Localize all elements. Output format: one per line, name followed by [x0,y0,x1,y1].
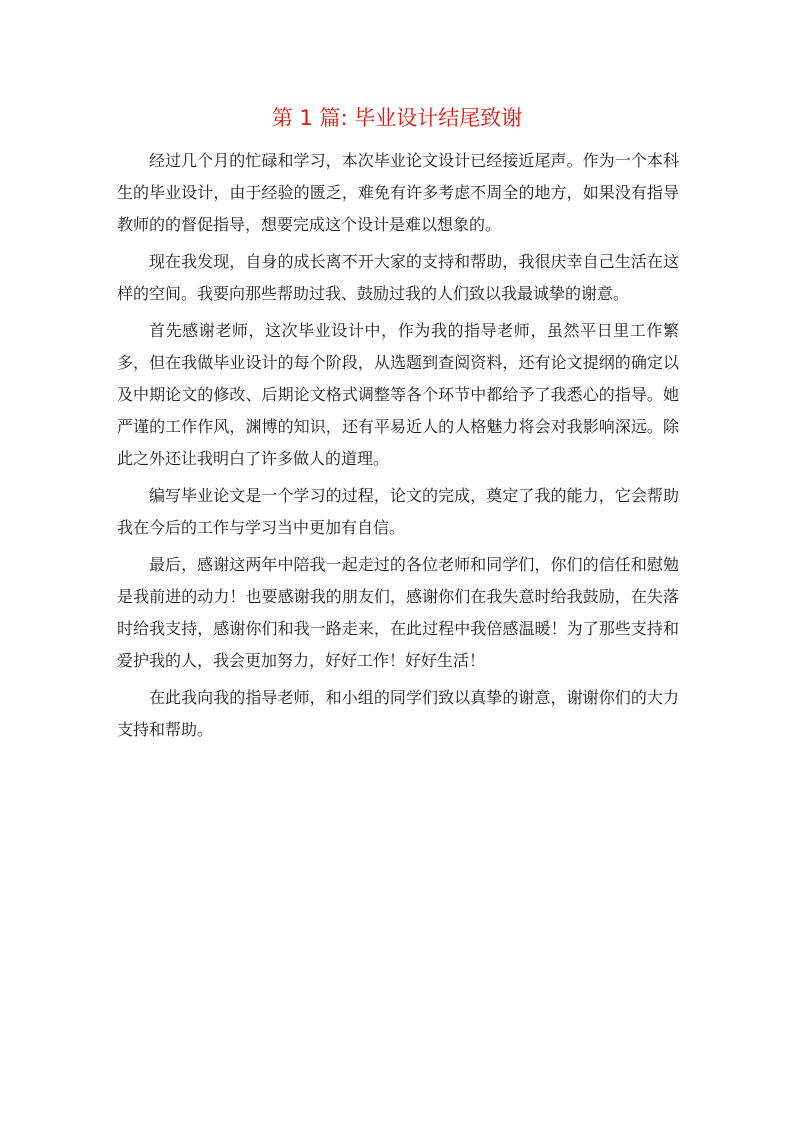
document-body [117,145,679,751]
paragraph-6: 在此我向我的指导老师，和小组的同学们致以真挚的谢意，谢谢你们的大力支持和帮助。 [117,688,679,739]
paragraph-2: 现在我发现，自身的成长离不开大家的支持和帮助，我很庆幸自己生活在这样的空间。我要向那些帮助过我、鼓励过我的人们致以我最诚挚的谢意。 [117,252,679,303]
paragraph-3: 首先感谢老师，这次毕业设计中，作为我的指导老师，虽然平日里工作繁多，但在我做毕业设计的每个阶段，从选题到查阅资料，还有论文提纲的确定以及中期论文的修改、后期论文格式调整等各个环节中都给予了我悉心的指导。她严谨的工作作风，渊博的知识，还有平易近人的人格魅力将会对我影响深远。除此之外还让我明白了许多做人的道理。 [117,321,679,468]
paragraph-4: 编写毕业论文是一个学习的过程，论文的完成，奠定了我的能力，它会帮助我在今后的工作与学习当中更加有自信。 [117,486,679,537]
paragraph-5: 最后，感谢这两年中陪我一起走过的各位老师和同学们，你们的信任和慰勉是我前进的动力！也要感谢我的朋友们，感谢你们在我失意时给我鼓励，在失落时给我支持，感谢你们和我一路走来，在此过程中我倍感温暖！为了那些支持和爱护我的人，我会更加努力，好好工作！好好生活！ [117,555,679,670]
paragraph-1: 经过几个月的忙碌和学习，本次毕业论文设计已经接近尾声。作为一个本科生的毕业设计，由于经验的匮乏，难免有许多考虑不周全的地方，如果没有指导教师的的督促指导，想要完成这个设计是难以想象的。 [117,151,679,234]
document-title: 第 1 篇: 毕业设计结尾致谢 [271,106,523,130]
